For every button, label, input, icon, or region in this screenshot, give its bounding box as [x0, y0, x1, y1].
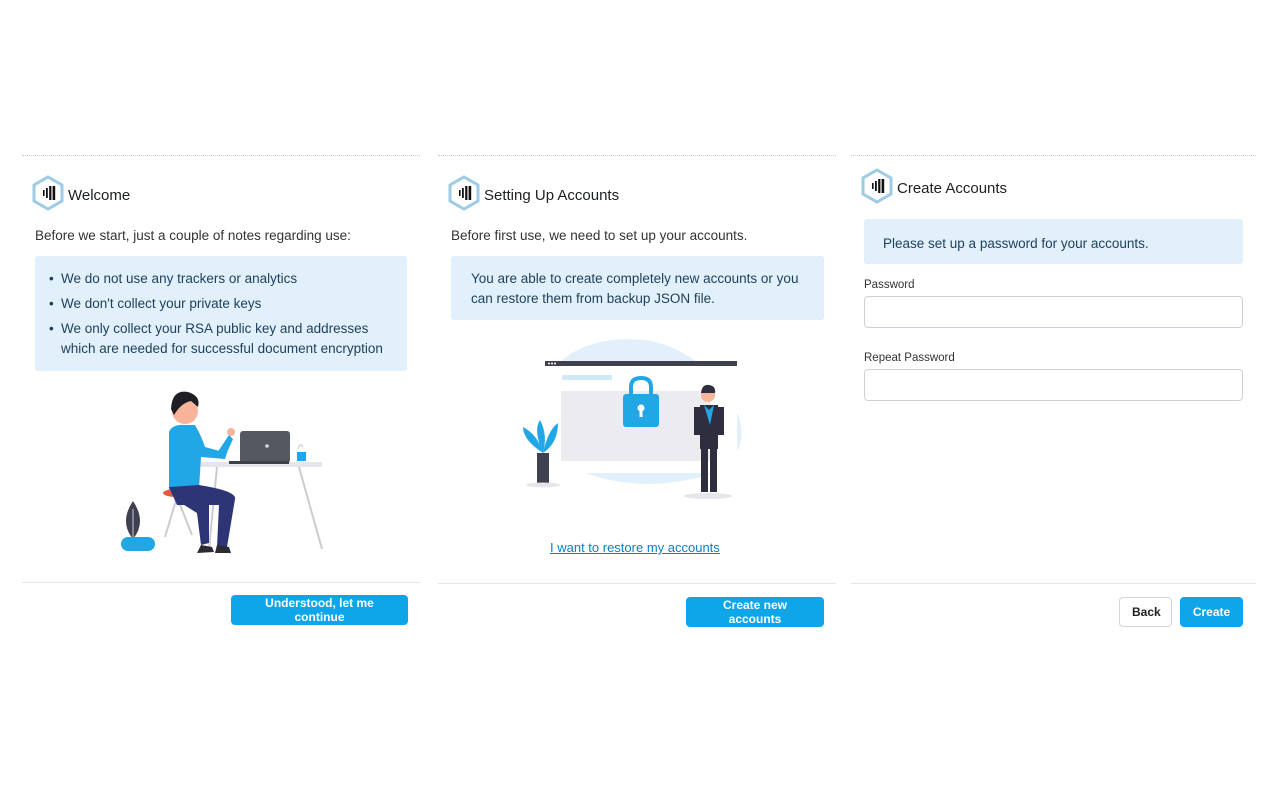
panel-top-edge — [22, 155, 420, 157]
page-title: Create Accounts — [897, 180, 1008, 197]
back-button[interactable]: Back — [1119, 597, 1172, 627]
welcome-panel — [22, 155, 420, 640]
setup-panel — [438, 155, 836, 640]
page-title: Setting Up Accounts — [484, 187, 620, 204]
create-panel — [851, 155, 1256, 640]
person-at-desk-illustration — [117, 387, 327, 557]
footer-divider — [851, 583, 1256, 584]
footer-divider — [22, 582, 420, 583]
panel-top-edge — [851, 155, 1256, 157]
app-logo-icon — [32, 175, 68, 216]
page-title: Welcome — [68, 187, 131, 204]
secure-accounts-illustration — [518, 335, 758, 505]
note-item: • We do not use any trackers or analytics — [61, 269, 407, 289]
app-logo-icon — [861, 168, 897, 209]
restore-accounts-link[interactable]: I want to restore my accounts — [550, 540, 720, 555]
repeat-password-label: Repeat Password — [864, 352, 955, 364]
continue-button[interactable]: Understood, let me continue — [231, 595, 408, 625]
password-label: Password — [864, 279, 915, 291]
note-item: • We don't collect your private keys — [61, 294, 407, 314]
footer-divider — [438, 583, 836, 584]
panel-top-edge — [438, 155, 836, 157]
info-box: Please set up a password for your accounts. — [864, 219, 1243, 264]
create-new-accounts-button[interactable]: Create new accounts — [686, 597, 824, 627]
repeat-password-field[interactable] — [864, 369, 1243, 401]
info-box: You are able to create completely new accounts or you can restore them from backup JSON file. — [451, 256, 824, 320]
create-header — [861, 168, 1007, 209]
app-logo-icon — [448, 175, 484, 216]
intro-text: Before first use, we need to set up your accounts. — [451, 228, 748, 243]
setup-header — [448, 175, 619, 216]
welcome-header — [32, 175, 130, 216]
password-field[interactable] — [864, 296, 1243, 328]
note-item: • We only collect your RSA public key and addresses which are needed for successful document encryption — [61, 319, 407, 359]
notes-box — [35, 256, 407, 371]
intro-text: Before we start, just a couple of notes regarding use: — [35, 228, 351, 243]
create-button[interactable]: Create — [1180, 597, 1243, 627]
